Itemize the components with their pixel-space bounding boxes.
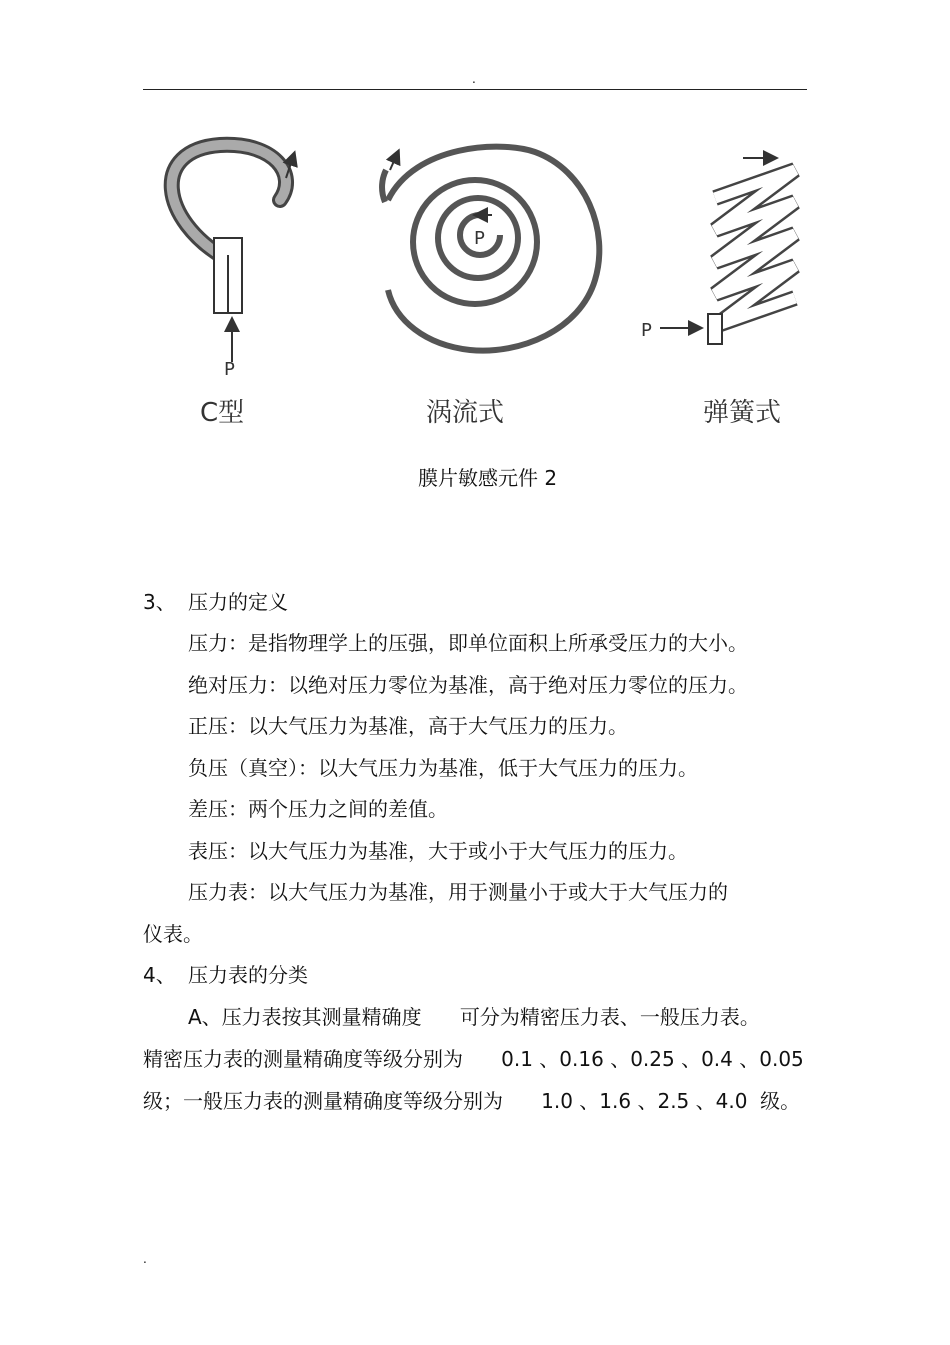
definition-pressure-gauge-continued: 仪表。 (143, 922, 203, 946)
header-mark: . (472, 72, 476, 86)
c-type-tube (172, 145, 294, 362)
classification-line-2: 精密压力表的测量精确度等级分别为 0.1 、0.16 、0.25 、0.4 、0.05 (143, 1047, 804, 1071)
definition-pressure: 压力：是指物理学上的压强，即单位面积上所承受压力的大小。 (188, 631, 748, 655)
header-rule (143, 89, 807, 90)
definition-gauge-pressure: 表压：以大气压力为基准，大于或小于大气压力的压力。 (188, 839, 688, 863)
vortex-pressure-symbol: P (474, 228, 485, 249)
definition-pressure-gauge: 压力表：以大气压力为基准，用于测量小于或大于大气压力的 (188, 880, 728, 904)
definition-absolute-pressure: 绝对压力：以绝对压力零位为基准，高于绝对压力零位的压力。 (188, 673, 748, 697)
c-type-pressure-symbol: P (224, 359, 235, 380)
definition-differential-pressure: 差压：两个压力之间的差值。 (188, 797, 448, 821)
label-vortex: 涡流式 (426, 398, 505, 428)
footer-mark: . (143, 1252, 147, 1266)
section-4-title: 压力表的分类 (188, 963, 308, 987)
figure-caption: 膜片敏感元件 2 (418, 466, 558, 490)
classification-line-3: 级；一般压力表的测量精确度等级分别为 1.0 、1.6 、2.5 、4.0 级。 (143, 1089, 801, 1113)
sensing-elements-figure (140, 130, 820, 440)
spring-pressure-symbol: P (641, 320, 652, 341)
definition-negative-pressure: 负压（真空）：以大气压力为基准，低于大气压力的压力。 (188, 756, 698, 780)
section-3-title: 压力的定义 (188, 590, 288, 614)
spring-helix (660, 158, 795, 344)
label-spring: 弹簧式 (703, 398, 782, 428)
definition-positive-pressure: 正压：以大气压力为基准，高于大气压力的压力。 (188, 714, 628, 738)
section-3-number: 3、 (143, 590, 176, 614)
vortex-spiral (382, 147, 599, 351)
label-c-type: C型 (200, 398, 245, 428)
section-4-number: 4、 (143, 963, 176, 987)
classification-line-1: A、压力表按其测量精确度 可分为精密压力表、一般压力表。 (188, 1005, 760, 1029)
